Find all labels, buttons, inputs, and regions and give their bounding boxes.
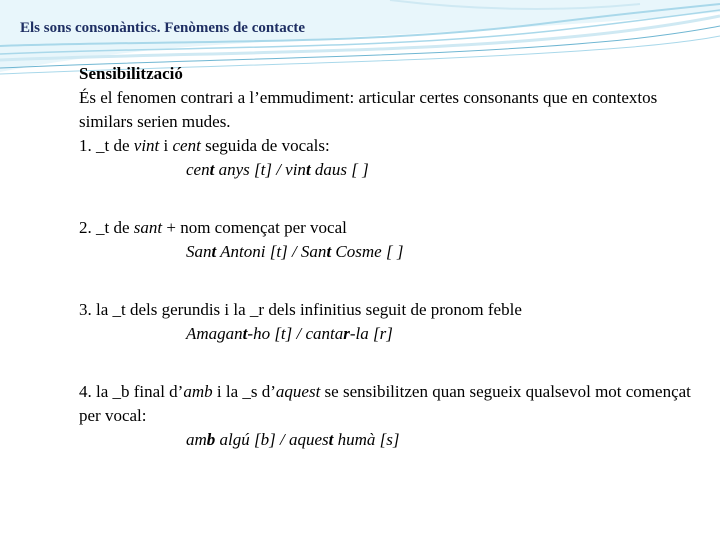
example-text: algú [b] / aques [215, 430, 329, 449]
example-4 [79, 428, 699, 452]
list-item-4: 4. la _b final d’amb i la _s d’aquest se sensibilitzen quan segueix qualsevol mot començat per vocal: [79, 382, 691, 425]
example-text: humà [s] [333, 430, 400, 449]
section-heading: Sensibilització [79, 64, 183, 83]
example-text: am [186, 430, 207, 449]
slide-title: Els sons consonàntics. Fenòmens de contacte [20, 20, 306, 36]
example-text: Cosme [ ] [331, 242, 404, 261]
sensitized-consonant: t [242, 324, 248, 343]
slide-body [79, 62, 699, 452]
list-item-1: 1. _t de vint i cent seguida de vocals: [79, 136, 330, 155]
sensitized-consonant: r [343, 324, 350, 343]
example-2 [79, 240, 699, 264]
example-text: anys [t] / vin [214, 160, 306, 179]
sensitized-consonant: b [206, 430, 216, 449]
example-1 [79, 158, 699, 182]
sensitized-consonant: t [328, 430, 334, 449]
example-text: Amagan [186, 324, 243, 343]
example-text: San [186, 242, 212, 261]
intro-paragraph: És el fenomen contrari a l’emmudiment: articular certes consonants que en contextos similars serien mudes. [79, 88, 658, 131]
example-text: Antoni [t] / San [216, 242, 327, 261]
list-item-3: 3. la _t dels gerundis i la _r dels infinitius seguit de pronom feble [79, 300, 522, 319]
sensitized-consonant: t [326, 242, 332, 261]
example-text: cen [186, 160, 210, 179]
list-item-2: 2. _t de sant + nom començat per vocal [79, 218, 347, 237]
example-text: daus [ ] [310, 160, 369, 179]
example-text: -ho [t] / canta [247, 324, 344, 343]
sensitized-consonant: t [305, 160, 311, 179]
example-text: -la [r] [349, 324, 393, 343]
sensitized-consonant: t [209, 160, 215, 179]
sensitized-consonant: t [211, 242, 217, 261]
example-3 [79, 322, 699, 346]
